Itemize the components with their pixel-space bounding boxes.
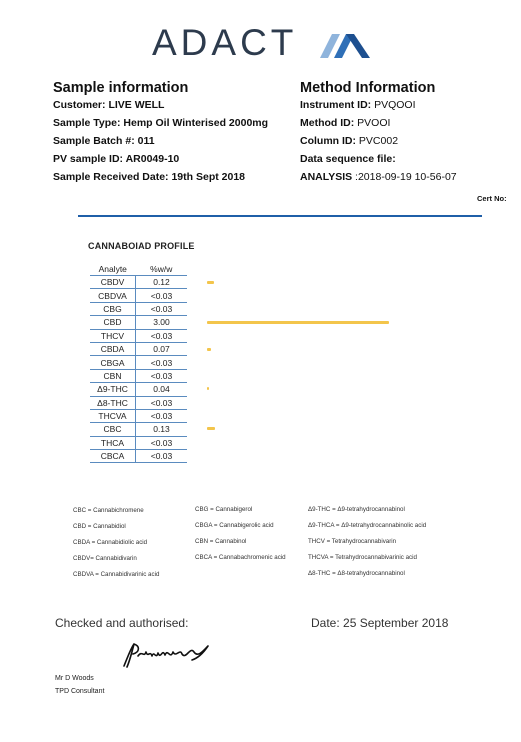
profile-row [90,342,187,355]
column-id-line [300,136,398,147]
pv-sample-id-line [53,154,179,165]
analyte-name: THCA [90,436,136,449]
authorised-date: Date: 25 September 2018 [311,616,449,630]
profile-table-header [90,262,187,276]
customer-line [53,100,164,111]
legend-entry: THCV = Tetrahydrocannabivarin [308,538,397,545]
profile-row [90,450,187,463]
profile-title: CANNABOIAD PROFILE [88,241,195,251]
profile-row [90,276,187,289]
data-sequence-label: Data sequence file: [300,153,396,165]
analyte-value: 0.04 [136,383,188,396]
pv-sample-id-label: PV sample ID: [53,153,126,165]
analyte-name: Δ9-THC [90,383,136,396]
received-date-label: Sample Received Date: [53,171,172,183]
cert-number-label: Cert No: [477,194,507,203]
received-date-value: 19th Sept 2018 [171,171,246,183]
legend-entry: Δ8-THC = Δ8-tetrahydrocannabinol [308,570,405,577]
analyte-value: <0.03 [136,302,188,315]
analyte-name: CBDV [90,276,136,289]
analyte-name: Δ8-THC [90,396,136,409]
customer-value: LIVE WELL [108,99,165,111]
analyte-value: <0.03 [136,369,188,382]
legend-entry: CBC = Cannabichromene [73,507,144,514]
analyte-value: <0.03 [136,450,188,463]
legend-entry: Δ9-THCA = Δ9-tetrahydrocannabinolic acid [308,522,427,529]
analyte-name: THCV [90,329,136,342]
analyte-name: CBDVA [90,289,136,302]
instrument-id-label: Instrument ID: [300,99,375,111]
method-id-line [300,118,390,129]
analyte-name: CBCA [90,450,136,463]
unit-column-header: %w/w [150,263,173,274]
value-bar [207,387,209,390]
analyte-value: <0.03 [136,396,188,409]
legend-entry: THCVA = Tetrahydrocannabivarinic acid [308,554,417,561]
sample-batch-value: 011 [137,135,155,147]
analyte-value: <0.03 [136,329,188,342]
sample-type-label: Sample Type: [53,117,124,129]
profile-row [90,316,187,329]
value-bar [207,427,215,430]
profile-row [90,302,187,315]
customer-label: Customer: [53,99,109,111]
legend-entry: CBG = Cannabigerol [195,506,253,513]
profile-row [90,329,187,342]
analysis-label: ANALYSIS [300,171,356,183]
legend-entry: CBN = Cannabinol [195,538,247,545]
signature-image [118,638,214,670]
profile-row [90,356,187,369]
legend-entry: CBDV= Cannabidivarin [73,555,137,562]
sample-type-value: Hemp Oil Winterised 2000mg [123,117,269,129]
data-sequence-line [300,154,396,165]
legend-entry: CBGA = Cannabigerolic acid [195,522,274,529]
analyte-name: CBC [90,423,136,436]
adact-chevron-logo-icon [318,30,372,60]
legend-entry: CBDVA = Cannabidivarinic acid [73,571,160,578]
signer-title: TPD Consultant [55,688,105,695]
sample-info-heading: Sample information [53,80,189,96]
analyte-value: <0.03 [136,436,188,449]
value-bar [207,321,389,324]
analyte-value: 0.07 [136,342,188,355]
analyte-value: <0.03 [136,409,188,422]
analyte-name: CBGA [90,356,136,369]
analyte-value: 0.13 [136,423,188,436]
legend-entry: CBDA = Cannabidiolic acid [73,539,148,546]
sample-type-line [53,118,268,129]
profile-row [90,369,187,382]
analyte-name: CBG [90,302,136,315]
analyte-value: <0.03 [136,356,188,369]
legend-entry: CBD = Cannabidiol [73,523,126,530]
analysis-line [300,172,457,183]
profile-row [90,409,187,422]
analyte-value: 3.00 [136,316,188,329]
analyte-value: <0.03 [136,289,188,302]
logo-chevron-right [346,34,370,58]
value-bar [207,348,211,351]
legend-entry: CBCA = Cannabachromenic acid [195,554,286,561]
profile-row [90,396,187,409]
method-id-label: Method ID: [300,117,358,129]
analyte-name: CBN [90,369,136,382]
pv-sample-id-value: AR0049-10 [125,153,180,165]
profile-row [90,383,187,396]
checked-authorised-label: Checked and authorised: [55,616,189,630]
signer-block [55,672,104,698]
instrument-id-value: PVQOOI [374,99,416,111]
analyte-column-header: Analyte [98,263,127,274]
profile-row [90,423,187,436]
method-id-value: PVOOI [357,117,391,129]
analyte-name: CBD [90,316,136,329]
section-divider [78,215,482,217]
profile-row [90,289,187,302]
column-id-label: Column ID: [300,135,359,147]
analyte-value: 0.12 [136,276,188,289]
sample-batch-label: Sample Batch #: [53,135,138,147]
column-id-value: PVC002 [358,135,399,147]
instrument-id-line [300,100,416,111]
profile-row [90,436,187,449]
sample-batch-line [53,136,155,147]
legend-entry: Δ9-THC = Δ9-tetrahydrocannabinol [308,506,405,513]
signer-name: Mr D Woods [55,675,94,682]
profile-table-body [90,276,187,463]
analysis-value: :2018-09-19 10-56-07 [355,171,457,183]
method-info-heading: Method Information [300,80,436,96]
company-logo-text: ADACT [152,22,298,63]
cannabinoid-profile-table [90,262,187,463]
received-date-line [53,172,245,183]
analyte-name: CBDA [90,342,136,355]
analyte-name: THCVA [90,409,136,422]
value-bar [207,281,214,284]
